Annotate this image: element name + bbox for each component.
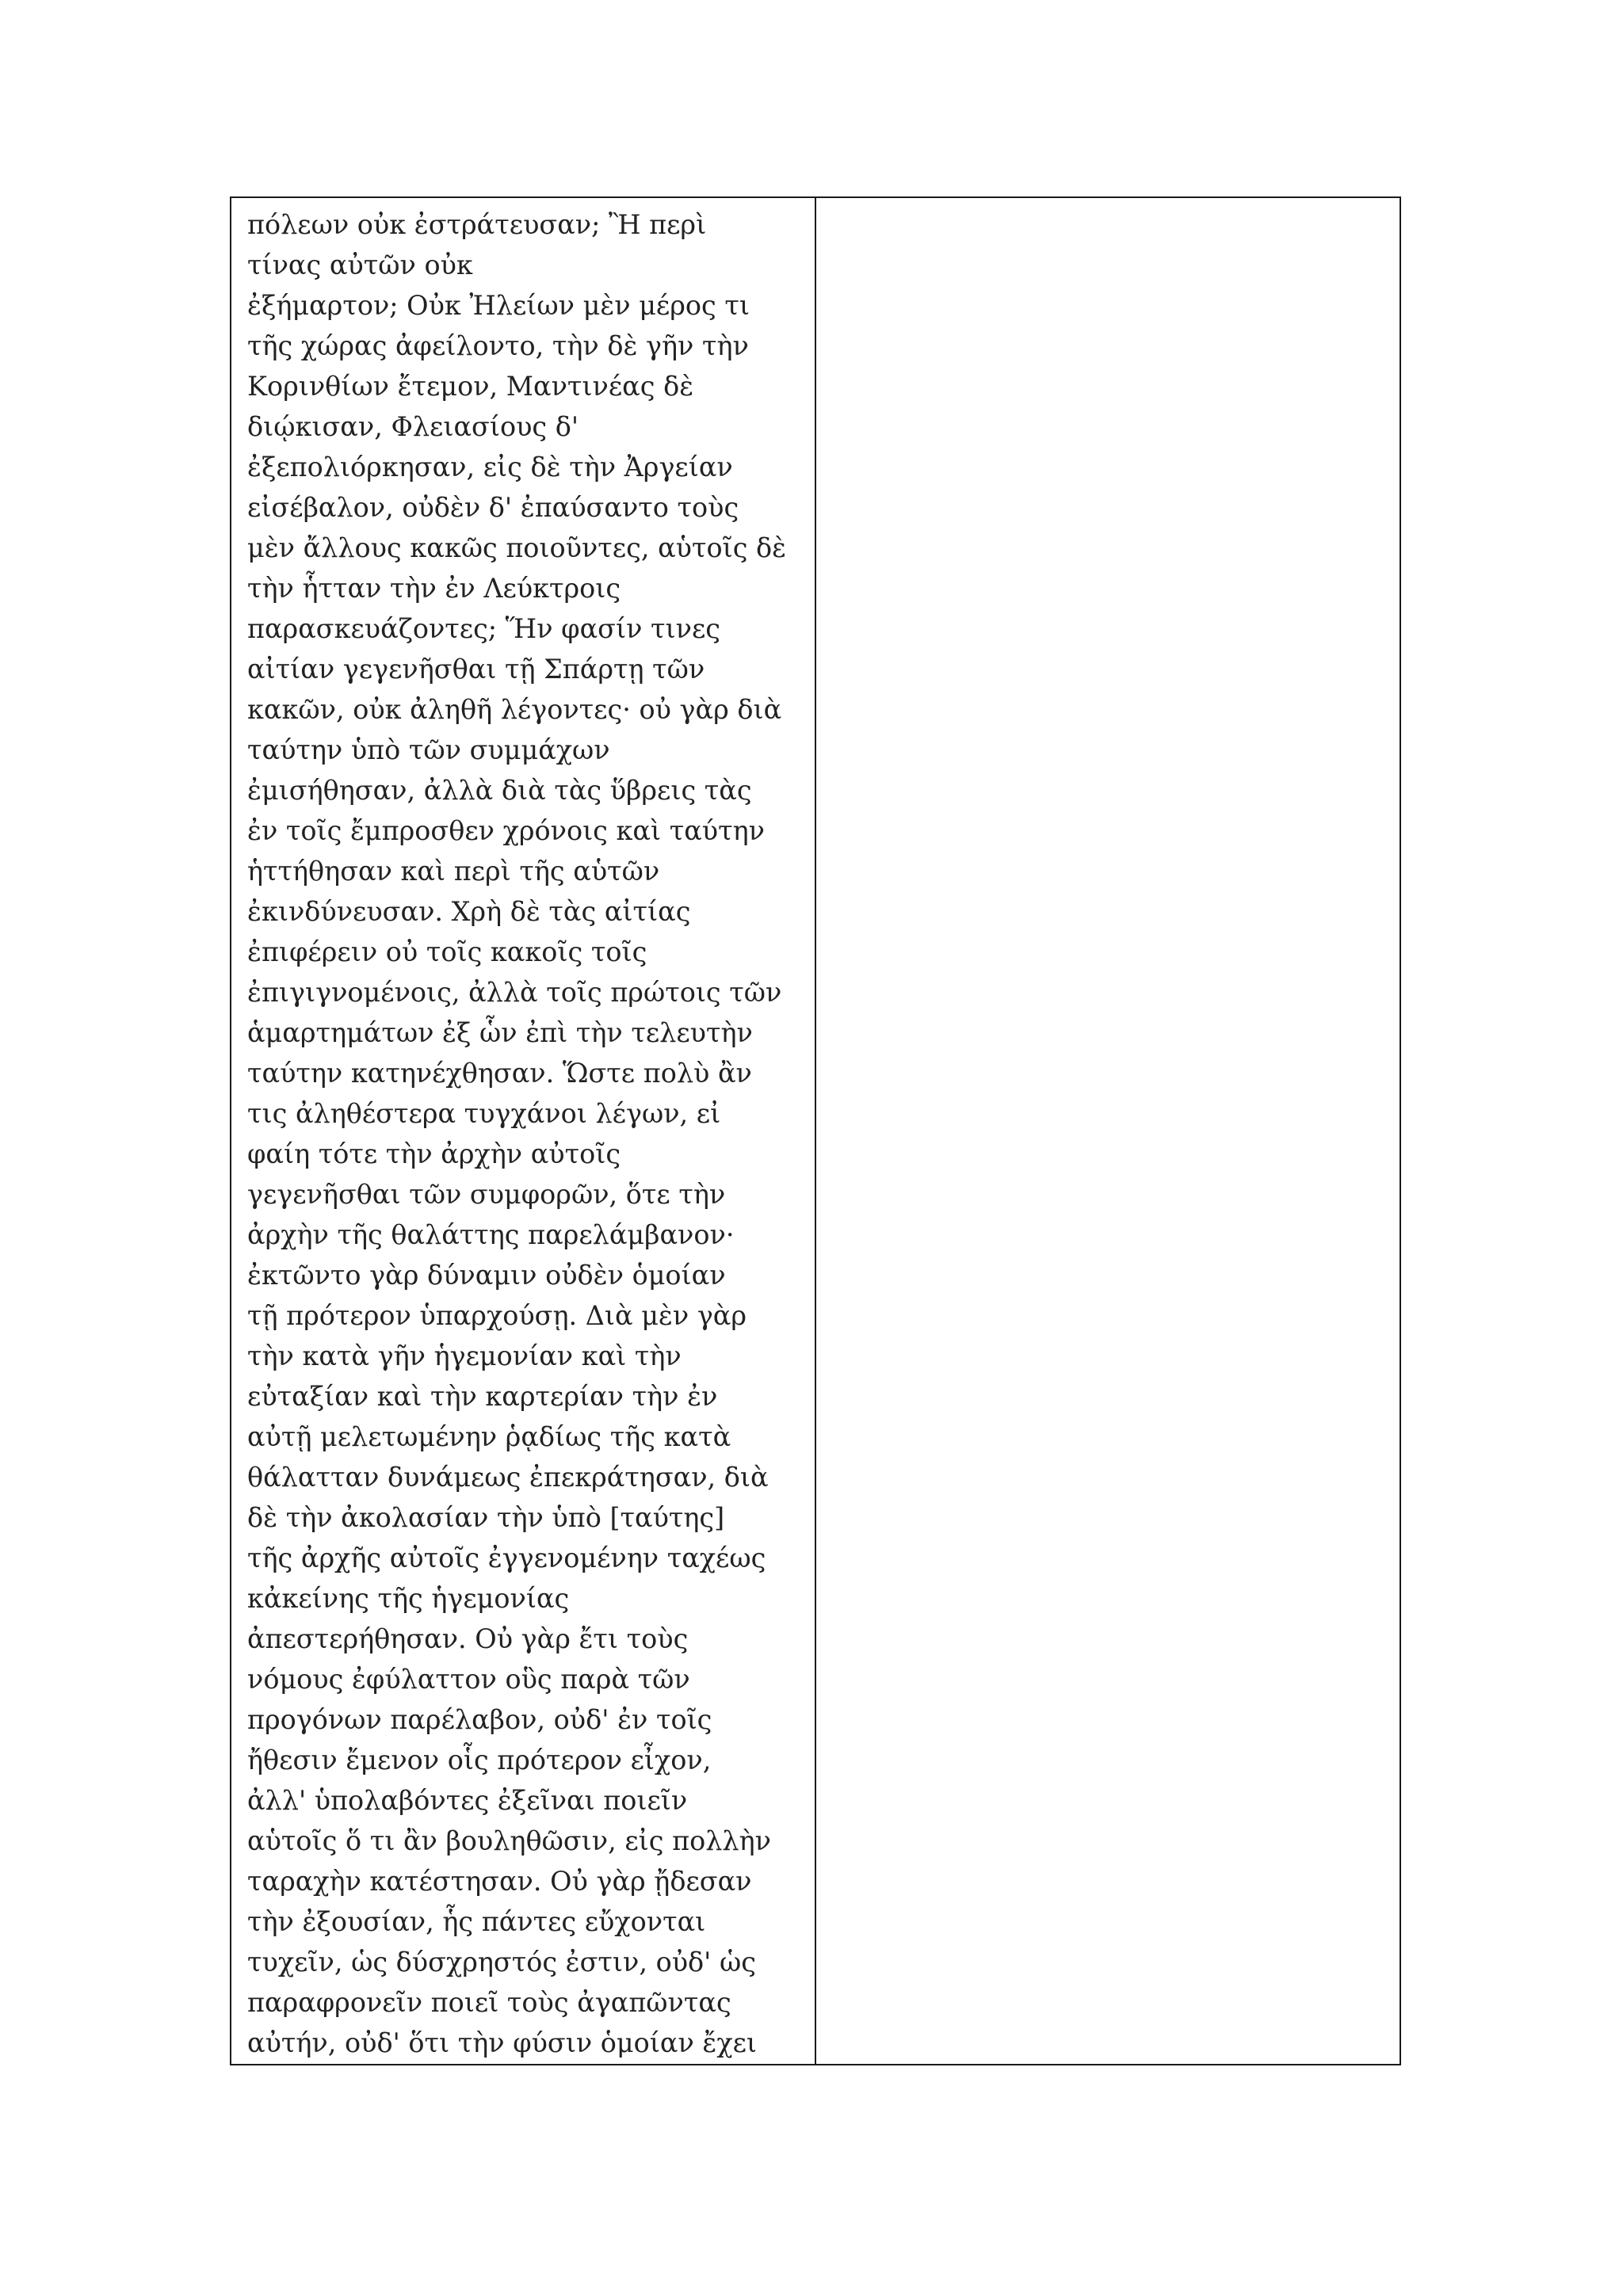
text-line: ἤθεσιν ἔμενον οἷς πρότερον εἶχον,: [247, 1745, 712, 1776]
text-line: κἀκείνης τῆς ἡγεμονίας: [247, 1583, 570, 1615]
text-line: δὲ τὴν ἀκολασίαν τὴν ὑπὸ [ταύτης]: [247, 1502, 725, 1534]
text-line: προγόνων παρέλαβον, οὐδ' ἐν τοῖς: [247, 1704, 712, 1736]
text-line: ἐπιγιγνομένοις, ἀλλὰ τοῖς πρώτοις τῶν: [247, 977, 782, 1009]
text-line: παραφρονεῖν ποιεῖ τοὺς ἀγαπῶντας: [247, 1987, 731, 2019]
text-line: κακῶν, οὐκ ἀληθῆ λέγοντες· οὐ γὰρ διὰ: [247, 694, 782, 726]
text-line: ἐξεπολιόρκησαν, εἰς δὲ τὴν Ἀργείαν: [247, 452, 733, 483]
text-line: ἐμισήθησαν, ἀλλὰ διὰ τὰς ὕβρεις τὰς: [247, 775, 752, 807]
text-line: εὐταξίαν καὶ τὴν καρτερίαν τὴν ἐν: [247, 1381, 718, 1413]
text-line: πόλεων οὐκ ἐστράτευσαν; Ἢ περὶ: [247, 209, 707, 241]
translation-table: [230, 196, 1401, 2065]
text-line: ἐν τοῖς ἔμπροσθεν χρόνοις καὶ ταύτην: [247, 815, 765, 847]
text-line: τὴν ἐξουσίαν, ἧς πάντες εὔχονται: [247, 1906, 706, 1938]
text-line: ταύτην κατηνέχθησαν. Ὥστε πολὺ ἂν: [247, 1058, 752, 1089]
text-line: ἀρχὴν τῆς θαλάττης παρελάμβανον·: [247, 1219, 735, 1251]
text-line: εἰσέβαλον, οὐδὲν δ' ἐπαύσαντο τοὺς: [247, 492, 739, 524]
text-line: τῇ πρότερον ὑπαρχούσῃ. Διὰ μὲν γὰρ: [247, 1300, 747, 1332]
text-line: τυχεῖν, ὡς δύσχρηστός ἐστιν, οὐδ' ὡς: [247, 1947, 756, 1978]
text-line: ἁμαρτημάτων ἐξ ὧν ἐπὶ τὴν τελευτὴν: [247, 1017, 753, 1049]
text-line: φαίη τότε τὴν ἀρχὴν αὐτοῖς: [247, 1138, 621, 1170]
text-line: γεγενῆσθαι τῶν συμφορῶν, ὅτε τὴν: [247, 1179, 726, 1211]
text-line: τῆς χώρας ἀφείλοντο, τὴν δὲ γῆν τὴν: [247, 330, 749, 362]
greek-text-cell: [231, 197, 815, 2065]
text-line: αὐτήν, οὐδ' ὅτι τὴν φύσιν ὁμοίαν ἔχει: [247, 2027, 758, 2059]
text-line: αἰτίαν γεγενῆσθαι τῇ Σπάρτῃ τῶν: [247, 654, 705, 685]
translation-cell-empty: [815, 197, 1400, 2065]
text-line: ἐκτῶντο γὰρ δύναμιν οὐδὲν ὁμοίαν: [247, 1260, 726, 1291]
text-line: τῆς ἀρχῆς αὐτοῖς ἐγγενομένην ταχέως: [247, 1543, 766, 1574]
text-line: ταραχὴν κατέστησαν. Οὐ γὰρ ᾔδεσαν: [247, 1866, 752, 1897]
text-line: τίνας αὐτῶν οὐκ: [247, 250, 473, 281]
text-line: νόμους ἐφύλαττον οὓς παρὰ τῶν: [247, 1664, 690, 1695]
text-line: ἡττήθησαν καὶ περὶ τῆς αὑτῶν: [247, 856, 660, 887]
greek-text-block: [231, 198, 815, 2064]
text-line: ἐκινδύνευσαν. Χρὴ δὲ τὰς αἰτίας: [247, 896, 691, 928]
text-line: ἀλλ' ὑπολαβόντες ἐξεῖναι ποιεῖν: [247, 1785, 688, 1817]
text-line: ταύτην ὑπὸ τῶν συμμάχων: [247, 734, 610, 766]
text-line: παρασκευάζοντες; Ἥν φασίν τινες: [247, 613, 720, 645]
text-line: Κορινθίων ἔτεμον, Μαντινέας δὲ: [247, 371, 694, 402]
text-line: αὐτῇ μελετωμένην ῥᾳδίως τῆς κατὰ: [247, 1421, 731, 1453]
text-line: τις ἀληθέστερα τυγχάνοι λέγων, εἰ: [247, 1098, 721, 1130]
text-line: τὴν κατὰ γῆν ἡγεμονίαν καὶ τὴν: [247, 1341, 682, 1372]
text-line: θάλατταν δυνάμεως ἐπεκράτησαν, διὰ: [247, 1462, 769, 1493]
text-line: ἐπιφέρειν οὐ τοῖς κακοῖς τοῖς: [247, 936, 647, 968]
text-line: αὑτοῖς ὅ τι ἂν βουληθῶσιν, εἰς πολλὴν: [247, 1825, 771, 1857]
text-line: μὲν ἄλλους κακῶς ποιοῦντες, αὑτοῖς δὲ: [247, 532, 787, 564]
text-line: ἐξήμαρτον; Οὐκ Ἠλείων μὲν μέρος τι: [247, 290, 750, 322]
text-line: ἀπεστερήθησαν. Οὐ γὰρ ἔτι τοὺς: [247, 1623, 689, 1655]
table-row: [231, 197, 1400, 2065]
text-line: τὴν ἧτταν τὴν ἐν Λεύκτροις: [247, 573, 621, 605]
text-line: διῴκισαν, Φλειασίους δ': [247, 411, 579, 443]
